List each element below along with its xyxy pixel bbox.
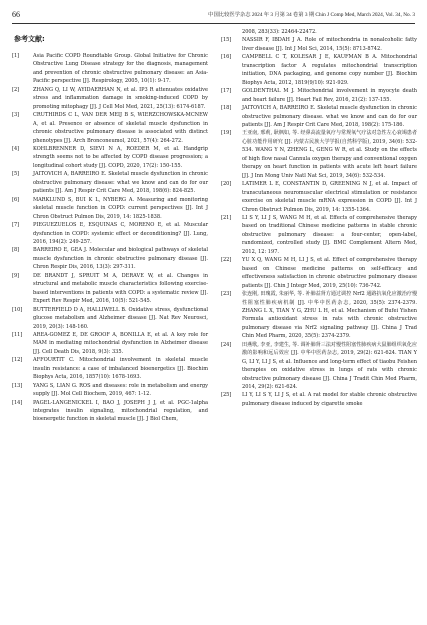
reference-item xyxy=(12,52,208,86)
reference-number: [6] xyxy=(12,196,20,203)
reference-text: AREA-GOMEZ E, DE GROOF A, BONILLA E, et al. A key role for MAM in mediating mitochondrial dysfunction in Alzheimer disease [J]. Cell Death Dis, 2018, 9(3): 335. xyxy=(33,331,208,355)
reference-item xyxy=(12,356,208,381)
reference-number: [17] xyxy=(221,88,232,95)
reference-text: PAGEL-LANGENICKEL I, BAO J, JOSEPH J J, et al. PGC-1alpha integrates insulin signaling, mitochondrial regulation, and bioenergetic function in skeletal muscle [J]. J Biol Chem, xyxy=(33,399,208,423)
reference-text: DE BRANDT J, SPRUIT M A, DERAVE W, et al. Changes in structural and metabolic muscle characteristics following exercise-based interventions in patients with COPD: a systematic review [J]. Expert Rev Respir Med, 2016, 10(5): 521-545. xyxy=(33,272,208,305)
reference-number: [20] xyxy=(221,181,232,188)
reference-text: 田燕歌, 李亚, 李建生, 等. 调补肺肾三法对慢性阻塞性肺疾病大鼠肺组织氧化应激的影响和远后效应 [J]. 中华中医药杂志, 2019, 29(2): 621-624. TIAN Y G, LI Y, LI J S, et al. Influence and long-term effect of tiaobu Feishen therapies on oxidative stress in lungs of rats with chronic obstructive pulmonary disease [J]. China J Tradit Chin Med Pharm, 2014, 29(2): 621-624. xyxy=(242,341,417,391)
reference-item xyxy=(12,221,208,246)
reference-item xyxy=(221,341,417,392)
reference-text: BARREIRO E, GEA J. Molecular and biological pathways of skeletal muscle dysfunction in chronic obstructive pulmonary disease [J]. Chron Respir Dis, 2016, 13(3): 297-311. xyxy=(33,247,208,271)
reference-item xyxy=(12,246,208,271)
reference-text: LI Y, LI S Y, LI J S, et al. A rat model for stable chronic obstructive pulmonary disease induced by cigarette smoke xyxy=(242,392,417,407)
reference-text: CRUTHIRDS C L, VAN DER MEIJ B S, WIERZCHOWSKA-MCNEW A, et al. Presence or absence of skeletal muscle dysfunction in chronic obstructive pulmonary disease is associated with distinct phenotypes [J]. Arch Bronconeumol, 2021, 57(4): 264-272. xyxy=(33,112,208,144)
reference-number: [1] xyxy=(12,53,20,59)
reference-text: ZHANG Q, LI W, AYIDAERHAN N, et al. IP3 R attenuates oxidative stress and inflammation damage in smoking-induced COPD by promoting mitophagy [J]. J Cell Mol Med, 2021, 25(13): 6174-6187. xyxy=(33,86,208,110)
reference-number: [22] xyxy=(221,257,232,264)
reference-item xyxy=(221,256,417,290)
reference-text: BUTTERFIELD D A, HALLIWELL B. Oxidative stress, dysfunctional glucose metabolism and Alzheimer disease [J]. Nat Rev Neurosci, 2019, 20(3): 148-160. xyxy=(33,306,208,330)
reference-text: MARKLUND S, BUI K L, NYBERG A. Measuring and monitoring skeletal muscle function in COPD: current perspectives [J]. Int J Chron Obstruct Pulmon Dis, 2019, 14: 1825-1838. xyxy=(33,196,208,220)
reference-text: JAITOVICH A, BARREIRO E. Skeletal muscle dysfunction in chronic obstructive pulmonary disease. what we know and can do for our patients [J]. Am J Respir Crit Care Med, 2018, 198(2): 175-186. xyxy=(242,105,417,128)
reference-text: LATIMER L E, CONSTANTIN D, GREENING N J, et al. Impact of transcutaneous neuromuscular electrical stimulation or resistance exercise on skeletal muscle mRNA expression in COPD [J]. Int J Chron Obstruct Pulmon Dis, 2019, 14: 1355-1364. xyxy=(242,181,417,213)
reference-item xyxy=(12,399,208,424)
journal-running-title: 中国比较医学杂志 2024 年 3 月第 34 卷第 3 期 Chin J Comp Med, March 2024, Vol. 34, No. 3 xyxy=(208,12,415,18)
reference-item xyxy=(12,111,208,145)
reference-number: [16] xyxy=(221,54,232,61)
reference-text: AFFOURTIT C. Mitochondrial involvement in skeletal muscle insulin resistance: a case of imbalanced bioenergetics [J]. Biochim Biophys Acta, 2016, 1857(10): 1678-1693. xyxy=(33,357,208,381)
references-title: 参考文献: xyxy=(14,35,45,43)
reference-number: [7] xyxy=(12,222,20,229)
reference-text: YANG S, LIAN G. ROS and diseases: role in metabolism and energy supply [J]. Mol Cell Biochem, 2019, 467: 1-12. xyxy=(33,382,208,398)
left-column xyxy=(12,30,208,424)
reference-item xyxy=(12,306,208,331)
reference-item xyxy=(12,272,208,306)
reference-item xyxy=(12,86,208,111)
reference-number: [3] xyxy=(12,112,20,119)
reference-item xyxy=(221,36,417,53)
reference-text: LI S Y, LI J S, WANG M H, et al. Effects of comprehensive therapy based on traditional Chinese medicine patterns in stable chronic obstructive pulmonary disease: a four-center, open-label, randomized, controlled study [J]. BMC Complement Altern Med, 2012, 12: 197. xyxy=(242,214,417,255)
reference-number: [24] xyxy=(221,341,232,348)
reference-continuation: 2008, 283(33): 22464-22472. xyxy=(242,29,317,35)
reference-number: [21] xyxy=(221,214,232,221)
reference-number: [11] xyxy=(12,331,23,338)
reference-text: PIEGUEZUELOS E, ESQUINAS C, MORENO E, et al. Muscular dysfunction in COPD: systemic effect or deconditioning? [J]. Lung, 2016, 194(2): 249-257. xyxy=(33,222,208,245)
header-rule xyxy=(12,23,415,24)
reference-number: [19] xyxy=(221,130,232,137)
reference-item xyxy=(12,145,208,170)
reference-number: [14] xyxy=(12,399,23,406)
left-reference-list xyxy=(12,52,208,424)
reference-text: Asia Pacific COPD Roundtable Group. Global Initiative for Chronic Obstructive Lung Disease strategy for the diagnosis, management and prevention of chronic obstructive pulmonary disease: an Asia-Pacific perspective [J]. Respirology, 2005, 10(1): 9-17. xyxy=(33,53,208,85)
reference-text: 张连刚, 田瑰霞, 朱丽华, 等. 补肺益肾方通过调控 Nrf2 通路抗氧化应激治疗慢性阻塞性肺疾病机制 [J]. 中华中医药杂志, 2020, 35(5): 2374-2379. ZHANG L X, TIAN Y G, ZHU L H, et al. Mechanism of Bufei Yishen Formula antioxidant stress in rats with chronic obstructive pulmonary disease via Nrf2 signaling pathway [J]. China J Trad Chin Med Pharm, 2020, 35(5): 2374-2379. xyxy=(242,291,417,340)
reference-item xyxy=(12,331,208,356)
reference-text: KOHLBRENNER D, SIEVI N A, ROEDER M, et al. Handgrip strength seems not to be affected by COPD disease progression; a longitudinal cohort study [J]. COPD, 2020, 17(2): 150-155. xyxy=(33,145,208,169)
reference-text: CAMPBELL C T, KOLESAR J E, KAUFMAN B A. Mitochondrial transcription factor A regulates mitochondrial transcription initiation, DNA packaging, and genome copy number [J]. Biochim Biophys Acta, 2012, 1819(9/10): 921-929. xyxy=(242,54,417,86)
reference-item xyxy=(221,391,417,408)
reference-item xyxy=(221,104,417,129)
reference-item xyxy=(12,382,208,399)
reference-number: [25] xyxy=(221,392,232,399)
reference-item xyxy=(221,129,417,180)
reference-number: [10] xyxy=(12,306,23,313)
reference-item xyxy=(12,170,208,195)
reference-item xyxy=(221,180,417,214)
reference-text: GOLDENTHAL M J. Mitochondrial involvement in myocyte death and heart failure [J]. Heart Fail Rev, 2016, 21(2): 137-155. xyxy=(242,88,417,103)
reference-text: 王亚南, 邢莉, 耿枫如, 等. 经鼻高流量氧疗与常规氧气疗法对急性左心衰竭患者心脏功能作用研究 [J]. 内蒙古民族大学学报(自然科学版), 2019, 34(6): 532-534. WANG Y N, ZHENG L, GENG W R, et al. Study on the effects of high flow nasal Cannula oxygen therapy and conventional oxygen therapy on heart function in patients with acute left heart failure [J]. J Inn Mong Univ Natl Nat Sci, 2019, 34(6): 532-534. xyxy=(242,130,417,179)
right-column xyxy=(221,28,417,408)
reference-text: NASSIR F, IBDAH J A. Role of mitochondria in nonalcoholic fatty liver disease [J]. Int J Mol Sci, 2014, 15(5): 8713-8742. xyxy=(242,37,417,52)
reference-number: [18] xyxy=(221,105,232,112)
reference-number: [4] xyxy=(12,145,20,152)
reference-number: [2] xyxy=(12,86,20,93)
reference-number: [9] xyxy=(12,272,20,279)
page-number: 66 xyxy=(12,10,20,19)
reference-item xyxy=(12,196,208,221)
reference-text: YU X Q, WANG M H, LI J S, et al. Effect of comprehensive therapy based on Chinese medicine patterns on self-efficacy and effectiveness satisfaction in chronic obstructive pulmonary disease patients [J]. Chin J Integr Med, 2019, 25(10): 736-742. xyxy=(242,257,417,289)
reference-item xyxy=(221,290,417,341)
reference-item xyxy=(221,214,417,256)
reference-number: [15] xyxy=(221,37,232,44)
reference-text: JAITOVICH A, BARREIRO E. Skeletal muscle dysfunction in chronic obstructive pulmonary disease: what we know and can do for our patients [J]. Am J Respir Crit Care Med, 2018, 198(6): 824-825. xyxy=(33,171,208,195)
reference-number: [23] xyxy=(221,291,232,298)
reference-number: [13] xyxy=(12,382,23,389)
page-header xyxy=(12,10,415,22)
reference-number: [5] xyxy=(12,171,20,178)
reference-number: [8] xyxy=(12,247,20,254)
reference-item xyxy=(221,87,417,104)
reference-number: [12] xyxy=(12,357,23,364)
reference-item xyxy=(221,53,417,87)
right-reference-list xyxy=(221,36,417,408)
